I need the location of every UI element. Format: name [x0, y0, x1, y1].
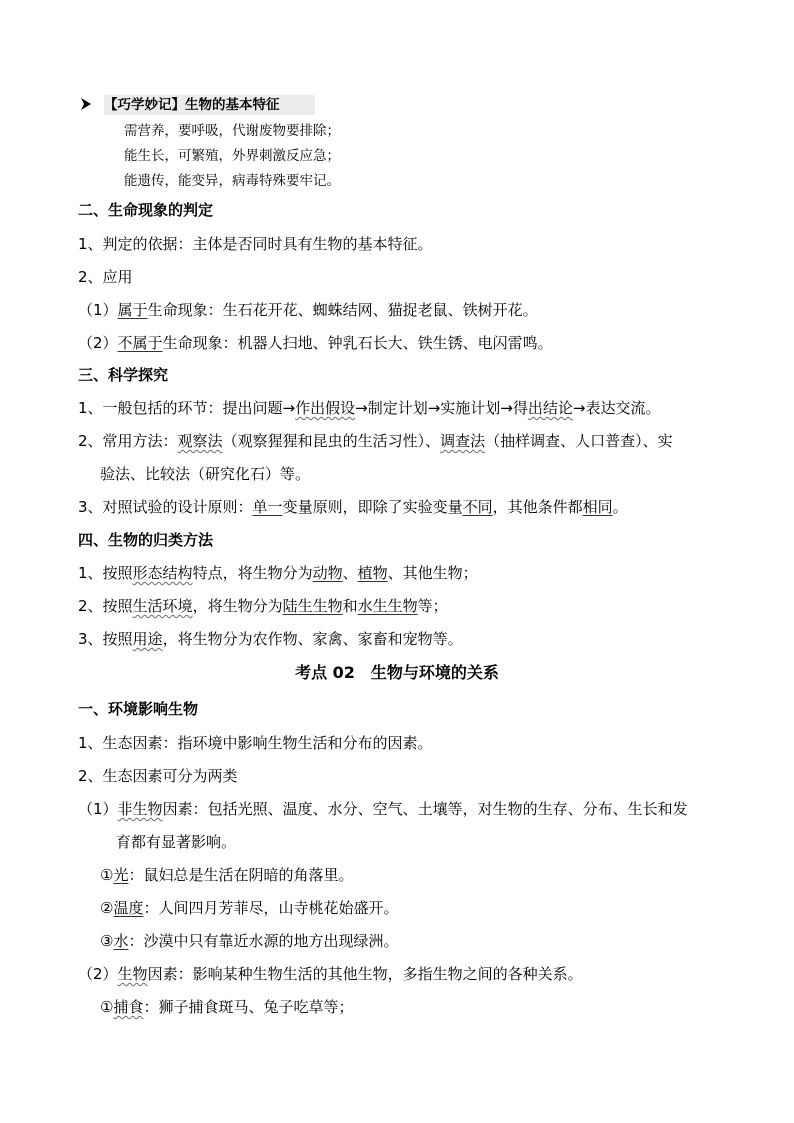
paragraph: 2、生态因素可分为两类 [78, 767, 238, 785]
paragraph [100, 898, 398, 918]
paragraph: 1、生态因素：指环境中影响生物生活和分布的因素。 [78, 734, 433, 752]
text: （2） [78, 334, 118, 352]
underlined-term: 捕食 [113, 998, 144, 1016]
paragraph [78, 300, 538, 320]
underlined-term: 陆生生物 [282, 597, 343, 615]
underlined-term: 单一 [252, 498, 283, 516]
tip-line: 需营养，要呼吸，代谢废物要排除； [124, 123, 340, 139]
text: →制定计划→实施计划→得 [355, 399, 528, 417]
text: 因素：影响某种生物生活的其他生物，多指生物之间的各种关系。 [147, 965, 583, 983]
paragraph [78, 629, 463, 649]
arrow-bullet-icon [80, 97, 92, 111]
text: 、其他生物； [387, 564, 478, 582]
text: 1、按照 [78, 564, 133, 582]
text: ① [100, 866, 114, 884]
text: 和 [342, 597, 358, 615]
text: 生命现象：生石花开花、蜘蛛结网、猫捉老鼠、铁树开花。 [147, 301, 538, 319]
text: ，将生物分为 [192, 597, 283, 615]
underlined-term: 生物 [117, 965, 148, 983]
text: ，其他条件都 [492, 498, 583, 516]
text: 特点，将生物分为 [192, 564, 313, 582]
text: 主体是否同时具有生物的基本特征。 [192, 235, 433, 253]
text: ，将生物分为农作物、家禽、家畜和宠物等。 [162, 630, 463, 648]
chapter-title: 考点 02 生物与环境的关系 [295, 663, 499, 682]
underlined-term: 不同 [462, 498, 493, 516]
section-heading: 四、生物的归类方法 [78, 531, 214, 549]
underlined-term: 不属于 [117, 334, 163, 352]
paragraph [78, 799, 688, 819]
tip-line: 能生长，可繁殖，外界刺激反应急； [124, 148, 340, 164]
underlined-term: 温度 [113, 899, 144, 917]
underlined-term: 相同 [582, 498, 613, 516]
paragraph [100, 865, 353, 885]
text: 变量原则，即除了实验变量 [282, 498, 463, 516]
text: 3、按照 [78, 630, 133, 648]
underlined-term: 观察法 [177, 432, 223, 450]
paragraph-continuation: 育都有显著影响。 [116, 833, 237, 851]
text: ：鼠妇总是生活在阴暗的角落里。 [128, 866, 354, 884]
section-heading: 二、生命现象的判定 [78, 201, 214, 219]
section-heading: 三、科学探究 [78, 366, 169, 384]
text: （1） [78, 301, 118, 319]
text: 。 [612, 498, 628, 516]
underlined-term: 出结论 [527, 399, 573, 417]
underlined-term: 非生物 [117, 800, 163, 818]
text: ① [100, 998, 114, 1016]
paragraph [100, 997, 353, 1017]
text: 2、按照 [78, 597, 133, 615]
underlined-term: 植物 [357, 564, 388, 582]
underlined-term: 作出假设 [295, 399, 356, 417]
underlined-term: 光 [113, 866, 129, 884]
underlined-term: 属于 [117, 301, 148, 319]
underlined-term: 用途 [132, 630, 163, 648]
text: ：人间四月芳菲尽，山寺桃花始盛开。 [143, 899, 399, 917]
text: →表达交流。 [572, 399, 661, 417]
text: （观察猩猩和昆虫的生活习性）、 [222, 432, 441, 450]
underlined-term: 水生生物 [357, 597, 418, 615]
text: 等； [417, 597, 448, 615]
underlined-term: 调查法 [440, 432, 486, 450]
paragraph [78, 563, 478, 583]
paragraph [78, 333, 553, 353]
text: 2、常用方法： [78, 432, 178, 450]
paragraph [78, 964, 583, 984]
section-heading: 一、环境影响生物 [78, 700, 199, 718]
underlined-term: 动物 [312, 564, 343, 582]
tip-line: 能遗传，能变异，病毒特殊要牢记。 [124, 173, 340, 189]
text: ② [100, 899, 114, 917]
text: 3、对照试验的设计原则： [78, 498, 253, 516]
underlined-term: 水 [113, 932, 129, 950]
text: 因素：包括光照、温度、水分、空气、土壤等，对生物的生存、分布、生长和发 [162, 800, 688, 818]
paragraph [78, 398, 660, 418]
text: 生命现象：机器人扫地、钟乳石长大、铁生锈、电闪雷鸣。 [162, 334, 553, 352]
text: ③ [100, 932, 114, 950]
paragraph: 2、应用 [78, 268, 133, 286]
text: 1、一般包括的环节：提出问题→ [78, 399, 296, 417]
text: 1、判定的依据： [78, 235, 193, 253]
paragraph [100, 931, 398, 951]
underlined-term: 生活环境 [132, 597, 193, 615]
underlined-term: 形态结构 [132, 564, 193, 582]
text: ：狮子捕食斑马、兔子吃草等； [143, 998, 354, 1016]
paragraph [78, 431, 673, 451]
text: （1） [78, 800, 118, 818]
paragraph-continuation: 验法、比较法（研究化石）等。 [100, 465, 311, 483]
text: （2） [78, 965, 118, 983]
tip-title: 【巧学妙记】生物的基本特征 [104, 97, 280, 113]
paragraph [78, 596, 448, 616]
paragraph [78, 497, 628, 517]
text: （抽样调查、人口普查）、实 [485, 432, 673, 450]
text: ：沙漠中只有靠近水源的地方出现绿洲。 [128, 932, 399, 950]
text: 、 [342, 564, 358, 582]
paragraph [78, 234, 433, 254]
